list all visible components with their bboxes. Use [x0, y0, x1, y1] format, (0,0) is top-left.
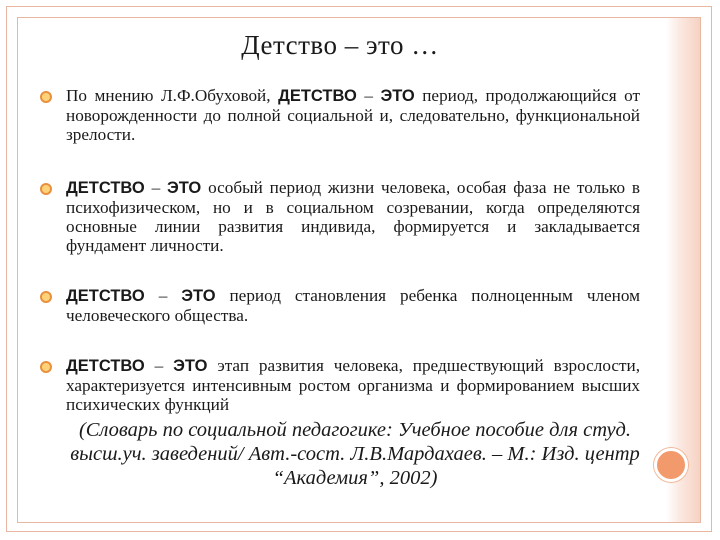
bullet-icon: [40, 361, 52, 373]
item-text-part: этап развития человека, предшествующий взрослости, характеризуется интенсивным ростом организма и формированием высших психических функций: [66, 356, 641, 414]
citation: (Словарь по социальной педагогике: Учебное пособие для студ. высш.уч. заведений/ Авт.-сост. Л.В.Мардахаев. – М.: Изд. центр “Академия”, 2002): [70, 419, 640, 489]
keyword-detstvo: ДЕТСТВО: [278, 87, 357, 105]
item-text-part: –: [144, 178, 168, 197]
item-text-part: –: [144, 356, 174, 375]
bullet-icon: [40, 183, 52, 195]
item-text: [66, 178, 640, 255]
slide-title: Детство – это …: [241, 30, 439, 60]
keyword-detstvo: ДЕТСТВО: [66, 287, 145, 305]
side-decoration-stripe: [666, 18, 700, 522]
list-item: [40, 356, 640, 414]
list-item: [40, 86, 640, 144]
item-text-part: период становления ребенка полноценным членом человеческого общества.: [66, 286, 641, 325]
keyword-detstvo: ДЕТСТВО: [66, 179, 145, 197]
list-item: [40, 286, 640, 325]
item-text-part: особый период жизни человека, особая фаза не только в психофизическом, но и в социальном созревании, когда определяются основные линии развития индивида, формируется и закладывается фундамент личности.: [66, 178, 641, 255]
list-item: [40, 178, 640, 255]
keyword-detstvo: ДЕТСТВО: [66, 357, 145, 375]
item-text-part: –: [144, 286, 182, 305]
item-text-part: период, продолжающийся от новорожденности до полной социальной и, следовательно, функциональной зрелости.: [66, 86, 641, 144]
item-text: [66, 286, 640, 325]
item-text-part: –: [356, 86, 381, 105]
bullet-icon: [40, 91, 52, 103]
item-text-part: По мнению Л.Ф.Обуховой,: [66, 86, 279, 105]
keyword-eto: ЭТО: [173, 357, 208, 375]
keyword-eto: ЭТО: [167, 179, 202, 197]
item-text: [66, 356, 640, 414]
keyword-eto: ЭТО: [181, 287, 216, 305]
keyword-eto: ЭТО: [380, 87, 415, 105]
bullet-icon: [40, 291, 52, 303]
decorative-circle: [654, 448, 688, 482]
item-text: [66, 86, 640, 144]
